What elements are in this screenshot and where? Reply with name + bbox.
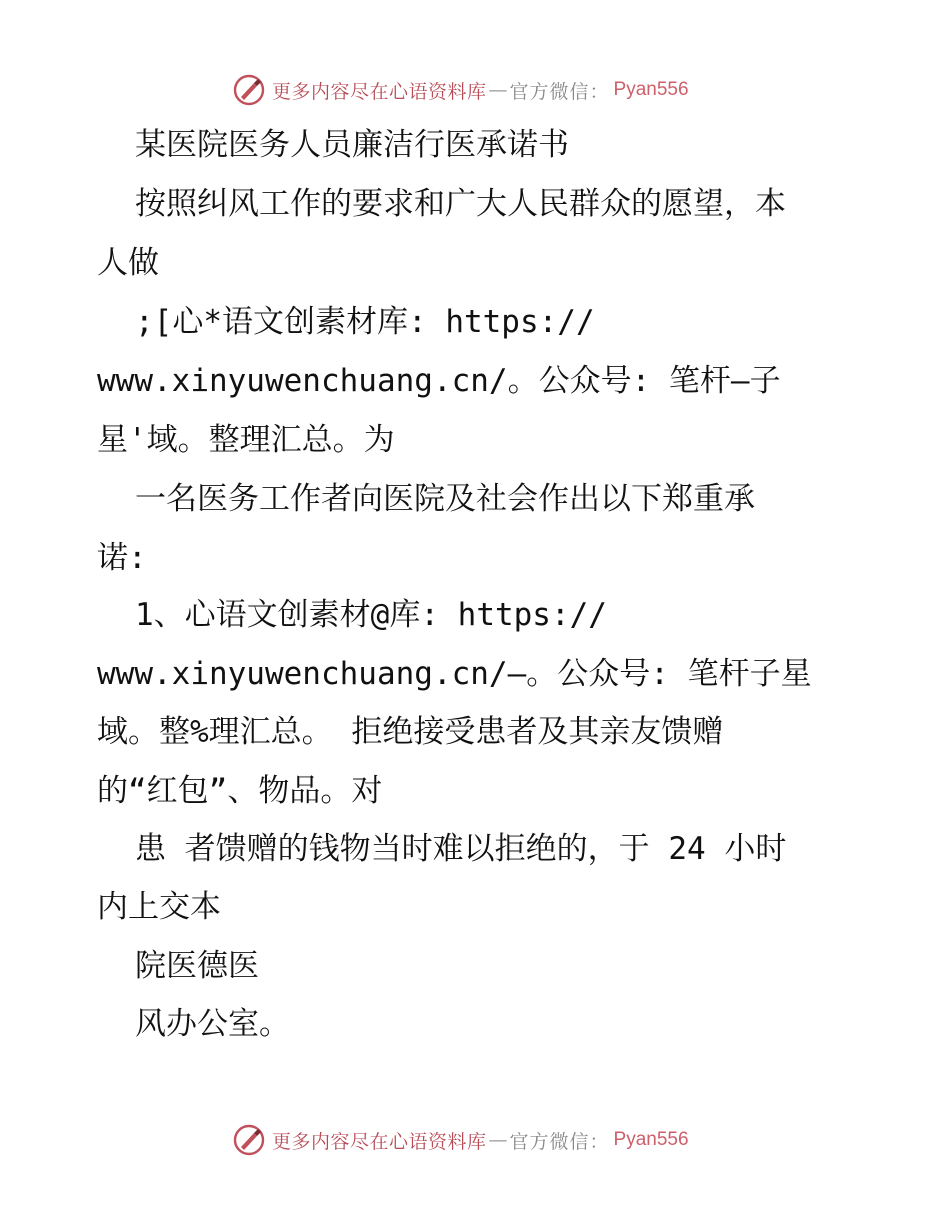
document-title: 某医院医务人员廉洁行医承诺书 bbox=[135, 127, 569, 163]
paragraph-line: 一名医务工作者向医院及社会作出以下郑重承 bbox=[135, 481, 755, 517]
paragraph-line: 域。整%理汇总。 拒绝接受患者及其亲友馈赠 bbox=[97, 714, 724, 750]
paragraph-line: 星'域。整理汇总。为 bbox=[97, 422, 395, 458]
paragraph-line: 的“红包”、物品。对 bbox=[97, 773, 383, 809]
paragraph-line: 1、心语文创素材@库: https:// bbox=[135, 597, 607, 633]
header-separator: — bbox=[488, 79, 508, 101]
footer-slogan: 更多内容尽在心语资料库 bbox=[272, 1130, 487, 1153]
header-wechat-label: 官方微信： bbox=[509, 80, 610, 103]
paragraph-line: 内上交本 bbox=[97, 889, 221, 925]
footer-wechat-id: Pyan556 bbox=[613, 1129, 689, 1150]
paragraph-line: 人做 bbox=[97, 245, 159, 281]
paragraph-line: 按照纠风工作的要求和广大人民群众的愿望，本 bbox=[135, 186, 786, 222]
page-footer-banner bbox=[232, 1122, 732, 1158]
paragraph-line: www.xinyuwenchuang.cn/—。公众号: 笔杆子星 bbox=[97, 656, 812, 692]
header-slogan: 更多内容尽在心语资料库 bbox=[272, 80, 487, 103]
paragraph-line: ;[心*语文创素材库: https:// bbox=[135, 304, 595, 340]
footer-wechat-label: 官方微信： bbox=[509, 1130, 610, 1153]
footer-separator: — bbox=[488, 1129, 508, 1151]
header-wechat-id: Pyan556 bbox=[613, 79, 689, 100]
paragraph-line: 患 者馈赠的钱物当时难以拒绝的，于 24 小时 bbox=[135, 831, 787, 867]
paragraph-line: www.xinyuwenchuang.cn/。公众号: 笔杆—子 bbox=[97, 363, 781, 399]
paragraph-line: 诺: bbox=[97, 540, 147, 576]
pen-logo-icon bbox=[232, 1123, 266, 1157]
paragraph-line: 院医德医 bbox=[135, 948, 259, 984]
paragraph-line: 风办公室。 bbox=[135, 1006, 290, 1042]
